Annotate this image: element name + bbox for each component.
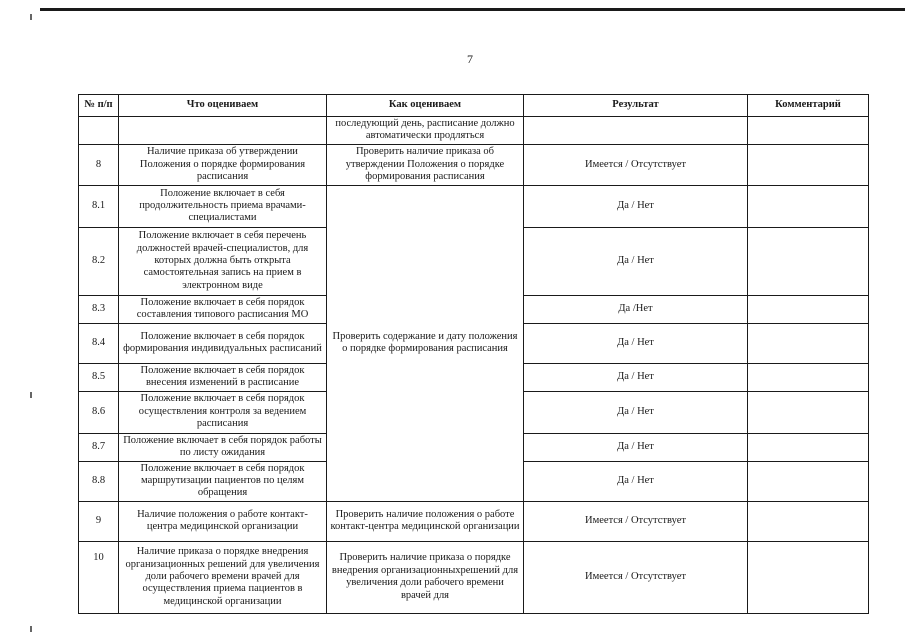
header-result: Результат xyxy=(524,95,748,117)
cell-how-shared: Проверить содержание и дату положения о порядке формирования расписания xyxy=(327,185,524,501)
cell-what: Наличие приказа об утверждении Положения о порядке формирования расписания xyxy=(119,144,327,185)
cell-what: Наличие положения о работе контакт-центра медицинской организации xyxy=(119,501,327,541)
cell-comment xyxy=(748,295,869,323)
cell-result: Да / Нет xyxy=(524,363,748,391)
scan-artifact-mark xyxy=(30,14,32,20)
cell-what xyxy=(119,117,327,145)
cell-number: 8 xyxy=(79,144,119,185)
cell-number: 8.8 xyxy=(79,461,119,501)
page-number: 7 xyxy=(467,52,473,66)
cell-what: Положение включает в себя продолжительность приема врачами-специалистами xyxy=(119,185,327,227)
scan-artifact-mark xyxy=(30,392,32,398)
cell-how: последующий день, расписание должно автоматически продляться xyxy=(327,117,524,145)
cell-result: Имеется / Отсутствует xyxy=(524,541,748,613)
cell-number xyxy=(79,117,119,145)
table-row xyxy=(79,541,869,613)
cell-how: Проверить наличие положения о работе контакт-центра медицинской организации xyxy=(327,501,524,541)
table-row xyxy=(79,117,869,145)
cell-comment xyxy=(748,433,869,461)
cell-number: 8.7 xyxy=(79,433,119,461)
cell-result: Да / Нет xyxy=(524,391,748,433)
table-header-row xyxy=(79,95,869,117)
cell-what: Положение включает в себя порядок работы по листу ожидания xyxy=(119,433,327,461)
cell-comment xyxy=(748,363,869,391)
cell-comment xyxy=(748,501,869,541)
cell-what: Наличие приказа о порядке внедрения организационных решений для увеличения доли рабочего времени врачей для осуществления приема пациентов в медицинской организации xyxy=(119,541,327,613)
cell-result: Да / Нет xyxy=(524,323,748,363)
scan-artifact-mark xyxy=(30,626,32,632)
cell-number: 8.6 xyxy=(79,391,119,433)
cell-result: Имеется / Отсутствует xyxy=(524,501,748,541)
top-border-line xyxy=(40,8,905,11)
cell-number: 8.1 xyxy=(79,185,119,227)
cell-what: Положение включает в себя порядок осуществления контроля за ведением расписания xyxy=(119,391,327,433)
cell-comment xyxy=(748,117,869,145)
table-row xyxy=(79,185,869,227)
cell-comment xyxy=(748,541,869,613)
assessment-table xyxy=(78,94,869,614)
cell-result: Да /Нет xyxy=(524,295,748,323)
cell-comment xyxy=(748,227,869,295)
cell-result: Да / Нет xyxy=(524,227,748,295)
cell-comment xyxy=(748,391,869,433)
cell-result: Имеется / Отсутствует xyxy=(524,144,748,185)
cell-how: Проверить наличие приказа об утверждении Положения о порядке формирования расписания xyxy=(327,144,524,185)
cell-result: Да / Нет xyxy=(524,433,748,461)
cell-number: 9 xyxy=(79,501,119,541)
cell-comment xyxy=(748,323,869,363)
cell-number: 8.4 xyxy=(79,323,119,363)
cell-what: Положение включает в себя перечень должностей врачей-специалистов, для которых должна быть открыта самостоятельная запись на прием в электронном виде xyxy=(119,227,327,295)
cell-number: 8.2 xyxy=(79,227,119,295)
cell-comment xyxy=(748,144,869,185)
cell-what: Положение включает в себя порядок формирования индивидуальных расписаний xyxy=(119,323,327,363)
header-comment: Комментарий xyxy=(748,95,869,117)
cell-number: 8.5 xyxy=(79,363,119,391)
cell-number: 10 xyxy=(79,541,119,613)
cell-what: Положение включает в себя порядок составления типового расписания МО xyxy=(119,295,327,323)
table-row xyxy=(79,144,869,185)
header-number: № п/п xyxy=(79,95,119,117)
cell-number: 8.3 xyxy=(79,295,119,323)
table-row xyxy=(79,501,869,541)
cell-comment xyxy=(748,185,869,227)
cell-result: Да / Нет xyxy=(524,461,748,501)
header-how: Как оцениваем xyxy=(327,95,524,117)
cell-comment xyxy=(748,461,869,501)
cell-result xyxy=(524,117,748,145)
cell-result: Да / Нет xyxy=(524,185,748,227)
cell-how: Проверить наличие приказа о порядке внедрения организационныхрешений для увеличения доли рабочего времени врачей для xyxy=(327,541,524,613)
header-what: Что оцениваем xyxy=(119,95,327,117)
cell-what: Положение включает в себя порядок маршрутизации пациентов по целям обращения xyxy=(119,461,327,501)
cell-what: Положение включает в себя порядок внесения изменений в расписание xyxy=(119,363,327,391)
